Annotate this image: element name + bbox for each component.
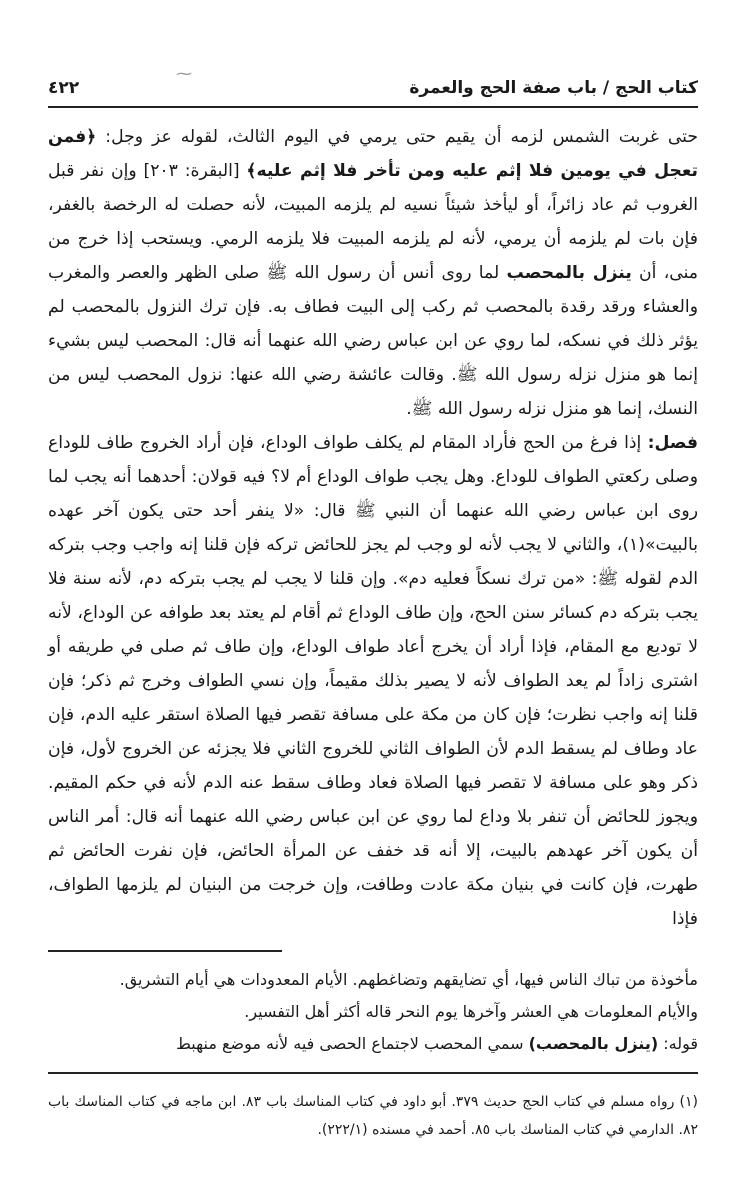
paragraph-1: [48, 120, 698, 426]
text-span: [البقرة: ٢٠٣] وإن نفر قبل الغروب ثم عاد زائراً، أو ليأخذ شيئاً نسيه لم يلزمه المبيت، لأنه حصلت له الرخصة بالغفر، فإن بات لم يلزمه أن يرمي، لأنه لم يلزمه المبيت فلا يلزمه الرمي. ويستحب إذا خرج من منى، أن: [48, 161, 699, 283]
text-span: حتى غربت الشمس لزمه أن يقيم حتى يرمي في اليوم الثالث، لقوله عز وجل:: [96, 127, 698, 147]
commentary: [48, 964, 698, 1060]
paragraph-2: [48, 426, 698, 936]
main-text: [48, 120, 698, 936]
commentary-line-3: [48, 1028, 698, 1060]
short-divider: [48, 950, 282, 952]
commentary-line-2: والأيام المعلومات هي العشر وآخرها يوم النحر قاله أكثر أهل التفسير.: [244, 1002, 698, 1021]
footnote-divider: [48, 1072, 698, 1074]
commentary-line-1: مأخوذة من تباك الناس فيها، أي تضايقهم وتضاغطهم. الأيام المعدودات هي أيام التشريق.: [119, 970, 698, 989]
running-title: كتاب الحج / باب صفة الحج والعمرة: [409, 78, 698, 98]
text-span: إذا فرغ من الحج فأراد المقام لم يكلف طواف الوداع، فإن أراد الخروج طاف للوداع وصلى ركعتي الطواف للوداع. وهل يجب طواف الوداع أم لا؟ فيه قولان: أحدهما أنه يجب لما روى ابن عباس رضي الله عنهما أن النبي ﷺ قال: «لا ينفر أحد حتى يكون آخر عهده بالبيت»(١)، والثاني لا يجب لأنه لو وجب لم يجز للحائض تركه فإن قلنا إنه واجب وجب بتركه الدم لقوله ﷺ: «من ترك نسكاً فعليه دم». وإن قلنا لا يجب لم يجب بتركه دم، لأنه سنة فلا يجب بتركه دم كسائر سنن الحج، وإن طاف الوداع ثم أقام لم يعتد بعد طوافه عن الوداع، لأنه لا توديع مع المقام، فإذا أراد أن يخرج أعاد طواف الوداع، وإن طاف ثم صلى في طريقه أو اشترى زاداً لم يعد الطواف لأنه لا يصير بذلك مقيماً، وإن نسي الطواف وخرج ثم ذكر؛ فإن قلنا إنه واجب نظرت؛ فإن كان من مكة على مسافة تقصر فيها الصلاة استقر عليه الدم، فإن عاد وطاف لم يسقط الدم لأن الطواف الثاني للخروج الثاني فلا يجزئه عن الخروج لأول، فإن ذكر وهو على مسافة لا تقصر فيها الصلاة فعاد وطاف سقط عنه الدم لأنه في حكم المقيم. ويجوز للحائض أن تنفر بلا وداع لما روي عن ابن عباس رضي الله عنهما أنه قال: أمر الناس أن يكون آخر عهدهم بالبيت، إلا أنه قد خفف عن المرأة الحائض، فإن نفرت الحائض ثم طهرت، فإن كانت في بنيان مكة عادت وطافت، وإن خرجت من البنيان لم يلزمها الطواف، فإذا: [48, 433, 698, 929]
short-divider-wrap: [48, 936, 698, 952]
text-span: لما روى أنس أن رسول الله ﷺ صلى الظهر والعصر والمغرب والعشاء ورقد رقدة بالمحصب ثم ركب إلى البيت فطاف به. فإن ترك النزول بالمحصب لم يؤثر ذلك في نسكه، لما روي عن ابن عباس رضي الله عنهما أنه قال: المحصب ليس بشيء إنما هو منزل نزله رسول الله ﷺ. وقالت عائشة رضي الله عنها: نزول المحصب ليس من النسك، إنما هو منزل نزله رسول الله ﷺ.: [48, 263, 698, 419]
text-span: قوله:: [658, 1034, 698, 1053]
text-span: سمي المحصب لاجتماع الحصى فيه لأنه موضع منهبط: [176, 1034, 529, 1053]
footnote-1: (١) رواه مسلم في كتاب الحج حديث ٣٧٩. أبو داود في كتاب المناسك باب ٨٣. ابن ماجه في كتاب المناسك باب ٨٢. الدارمي في كتاب المناسك باب ٨٥. أحمد في مسنده (٢٢٢/١).: [48, 1094, 699, 1138]
faint-mark: ⁓: [176, 64, 192, 83]
page-number: ٤٢٢: [48, 78, 80, 98]
footnotes: [48, 1088, 698, 1144]
section-label: فصل:: [647, 433, 698, 453]
page: [48, 78, 698, 1144]
quran-verse: ﴿فمن تعجل في يومين فلا إثم عليه ومن تأخر فلا إثم عليه﴾: [48, 127, 698, 181]
bold-term: (ينزل بالمحصب): [528, 1034, 659, 1053]
page-header: [48, 78, 698, 108]
bold-term: ينزل بالمحصب: [506, 263, 632, 283]
